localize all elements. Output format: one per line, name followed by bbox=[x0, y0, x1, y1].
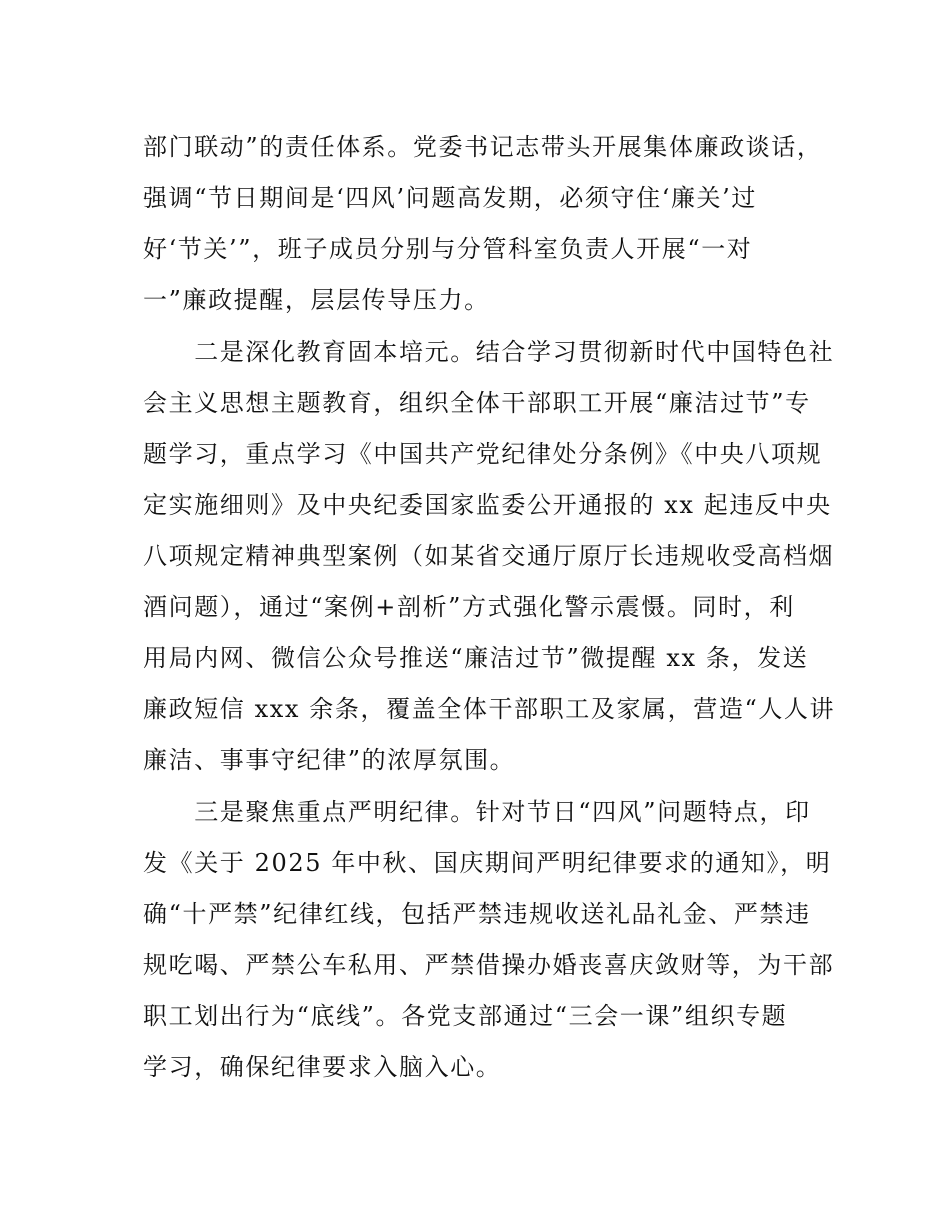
text-line: 廉政短信 xxx 余条，覆盖全体干部职工及家属，营造“人人讲 bbox=[143, 695, 836, 723]
paragraph-responsibility-system bbox=[143, 122, 823, 326]
text-line: 八项规定精神典型案例（如某省交通厅原厅长违规收受高档烟 bbox=[143, 542, 835, 570]
text-line: 部门联动”的责任体系。党委书记志带头开展集体廉政谈话， bbox=[143, 133, 823, 161]
text-line: 题学习，重点学习《中国共产党纪律处分条例》《中央八项规 bbox=[143, 440, 823, 468]
text-line: 确“十严禁”纪律红线，包括严禁违规收送礼品礼金、严禁违 bbox=[143, 900, 811, 928]
text-line: 学习，确保纪律要求入脑入心。 bbox=[143, 1053, 502, 1081]
paragraph-discipline bbox=[143, 787, 835, 1093]
text-line: 二是深化教育固本培元。结合学习贯彻新时代中国特色社 bbox=[143, 338, 835, 366]
text-line: 强调“节日期间是‘四风’问题高发期，必须守住‘廉关’过 bbox=[143, 184, 757, 212]
text-line: 规吃喝、严禁公车私用、严禁借操办婚丧喜庆敛财等，为干部 bbox=[143, 951, 835, 979]
text-line: 职工划出行为“底线”。各党支部通过“三会一课”组织专题 bbox=[143, 1002, 788, 1030]
text-line: 会主义思想主题教育，组织全体干部职工开展“廉洁过节”专 bbox=[143, 389, 811, 417]
text-line: 廉洁、事事守纪律”的浓厚氛围。 bbox=[143, 746, 516, 774]
text-line: 好‘节关’”，班子成员分别与分管科室负责人开展“一对 bbox=[143, 235, 753, 263]
paragraph-education bbox=[143, 327, 836, 786]
text-line: 三是聚焦重点严明纪律。针对节日“四风”问题特点，印 bbox=[143, 798, 811, 826]
text-line: 定实施细则》及中央纪委国家监委公开通报的 xx 起违反中央 bbox=[143, 491, 832, 519]
text-line: 用局内网、微信公众号推送“廉洁过节”微提醒 xx 条，发送 bbox=[143, 644, 809, 672]
text-line: 酒问题），通过“案例+剖析”方式强化警示震慑。同时，利 bbox=[143, 593, 795, 621]
text-line: 一”廉政提醒，层层传导压力。 bbox=[143, 286, 490, 314]
text-line: 发《关于 2025 年中秋、国庆期间严明纪律要求的通知》，明 bbox=[143, 849, 832, 877]
